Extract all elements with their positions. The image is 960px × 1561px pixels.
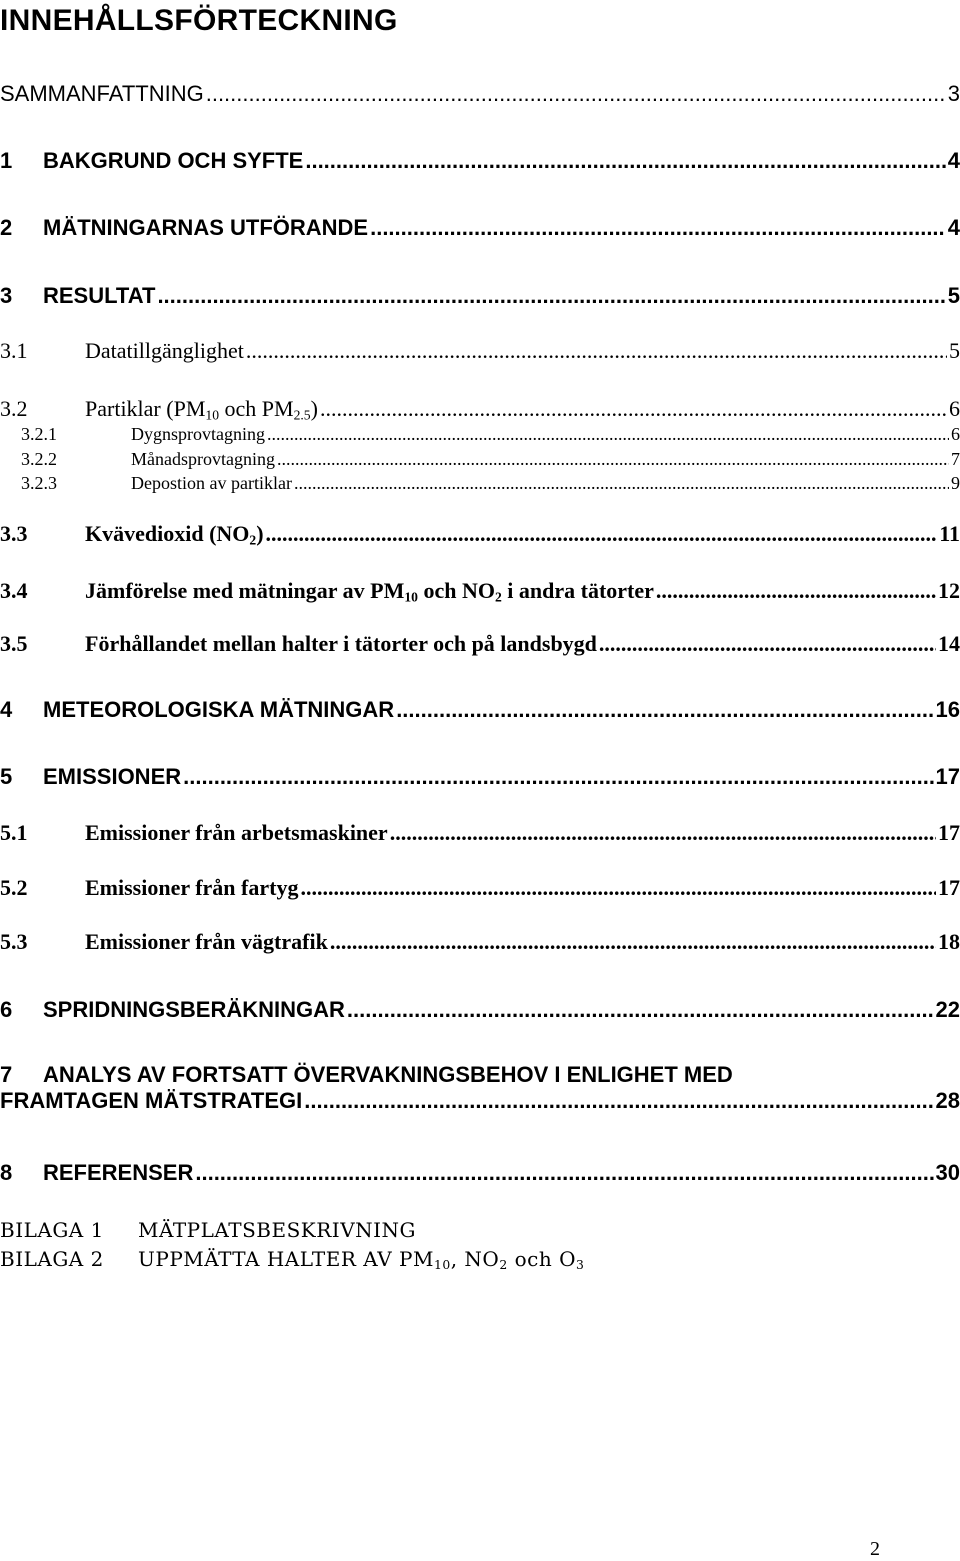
toc-entry-3-3[interactable] [0,521,960,547]
toc-leader [330,929,936,955]
toc-entry-label: Partiklar ($PM_{10}$ och $PM_{2.5}$) [85,396,318,423]
toc-leader [277,449,949,470]
toc-page-number: 7 [951,449,960,469]
toc-entry-3-4[interactable] [0,578,960,604]
toc-page-number: 16 [935,697,960,722]
toc-entry-number: 8 [0,1160,13,1185]
toc-entry-8[interactable] [0,1160,960,1186]
toc-entry-label: Förhållandet mellan halter i tätorter och på landsbygd [85,631,597,656]
toc-leader [266,521,938,547]
toc-entry-3-2-3[interactable] [0,473,960,494]
toc-leader [370,215,946,241]
toc-entry-number: 3.1 [0,338,28,363]
toc-page-number: 17 [935,764,960,789]
toc-entry-label: MÄTNINGARNAS UTFÖRANDE [43,215,369,240]
toc-entry-3[interactable] [0,283,960,309]
toc-entry-3-2-2[interactable] [0,449,960,470]
toc-page-number: 22 [935,997,960,1022]
annex-entry-1[interactable] [0,1218,416,1242]
toc-page-number: 4 [947,215,960,240]
annex-number: BILAGA 2 [0,1247,104,1271]
toc-entry-label: SPRIDNINGSBERÄKNINGAR [43,997,345,1022]
toc-page-number: 3 [947,81,960,106]
toc-entry-label: METEOROLOGISKA MÄTNINGAR [43,697,395,722]
annex-label: UPPMÄTTA HALTER AV $PM_{10}$, $NO_2$ och $O_3$ [138,1247,585,1273]
toc-entry-number: 4 [0,697,13,722]
toc-page-number: 5 [947,283,960,308]
toc-entry-number: 3 [0,283,13,308]
annex-entry-2[interactable] [0,1247,584,1271]
toc-leader [599,631,936,657]
toc-page-number: 17 [938,875,960,900]
toc-leader [183,764,933,790]
toc-entry-label: Dygnsprovtagning [131,424,265,444]
toc-leader [267,424,949,445]
toc-entry-number: 5.3 [0,929,28,954]
toc-entry-2[interactable] [0,215,960,241]
toc-page-number: 6 [949,396,960,421]
toc-entry-sammanfattning[interactable] [0,81,960,107]
toc-entry-label: Emissioner från vägtrafik [85,929,328,954]
toc-entry-label: Depostion av partiklar [131,473,292,493]
toc-entry-number: 5 [0,764,13,789]
toc-leader [300,875,936,901]
toc-page-number: 14 [938,631,960,656]
toc-entry-label: SAMMANFATTNING [0,81,204,106]
toc-entry-3-1[interactable] [0,338,960,364]
toc-page-number: 28 [935,1088,960,1113]
toc-entry-5-3[interactable] [0,929,960,955]
toc-leader [246,338,947,364]
toc-page-number: 11 [939,521,960,546]
toc-entry-6[interactable] [0,997,960,1023]
toc-entry-label: Datatillgänglighet [85,338,244,363]
toc-leader [157,283,945,309]
toc-page-number: 12 [938,578,960,603]
toc-entry-label: BAKGRUND OCH SYFTE [43,148,304,173]
toc-entry-number: 3.2.2 [21,449,57,469]
toc-entry-label-line2: FRAMTAGEN MÄTSTRATEGI [0,1088,303,1113]
toc-entry-label: Månadsprovtagning [131,449,275,469]
toc-entry-number: 3.3 [0,521,28,546]
toc-entry-3-2[interactable] [0,396,960,422]
toc-leader [195,1160,933,1186]
toc-leader [656,578,936,604]
toc-entry-number: 3.5 [0,631,28,656]
toc-entry-number: 1 [0,148,13,173]
toc-entry-5-2[interactable] [0,875,960,901]
annex-label: MÄTPLATSBESKRIVNING [138,1218,417,1242]
toc-entry-number: 3.2.1 [21,424,57,444]
toc-leader [396,697,933,723]
toc-title: INNEHÅLLSFÖRTECKNING [0,4,398,37]
toc-entry-3-5[interactable] [0,631,960,657]
toc-entry-label: RESULTAT [43,283,156,308]
toc-entry-label: Emissioner från arbetsmaskiner [85,820,388,845]
toc-entry-number: 7 [0,1062,13,1087]
page-number: 2 [870,1538,880,1560]
toc-leader [206,81,946,107]
toc-page-number: 6 [951,424,960,444]
toc-entry-label: REFERENSER [43,1160,194,1185]
toc-entry-1[interactable] [0,148,960,174]
toc-entry-label: Kvävedioxid $(NO_2)$ [85,521,264,548]
toc-entry-label-line1: ANALYS AV FORTSATT ÖVERVAKNINGSBEHOV I ENLIGHET MED [43,1062,733,1087]
toc-entry-5[interactable] [0,764,960,790]
toc-page-number: 17 [938,820,960,845]
toc-page-number: 30 [935,1160,960,1185]
toc-page-number: 18 [938,929,960,954]
toc-entry-number: 2 [0,215,13,240]
toc-entry-7[interactable] [0,1062,960,1114]
toc-leader [305,148,945,174]
toc-leader [320,396,947,422]
toc-entry-label: Jämförelse med mätningar av $PM_{10}$ och $NO_2$ i andra tätorter [85,578,654,605]
toc-entry-number: 3.2.3 [21,473,57,493]
toc-entry-label: EMISSIONER [43,764,182,789]
toc-page-number: 9 [951,473,960,493]
toc-entry-3-2-1[interactable] [0,424,960,445]
toc-entry-5-1[interactable] [0,820,960,846]
toc-entry-number: 3.2 [0,396,28,421]
toc-entry-number: 5.2 [0,875,28,900]
toc-entry-label: Emissioner från fartyg [85,875,299,900]
annex-number: BILAGA 1 [0,1218,104,1242]
toc-leader [390,820,936,846]
toc-entry-number: 6 [0,997,13,1022]
toc-entry-4[interactable] [0,697,960,723]
toc-page-number: 4 [947,148,960,173]
toc-leader [304,1088,933,1114]
toc-entry-number: 3.4 [0,578,28,603]
toc-leader [294,473,949,494]
toc-entry-number: 5.1 [0,820,28,845]
toc-leader [347,997,934,1023]
toc-page-number: 5 [949,338,960,363]
